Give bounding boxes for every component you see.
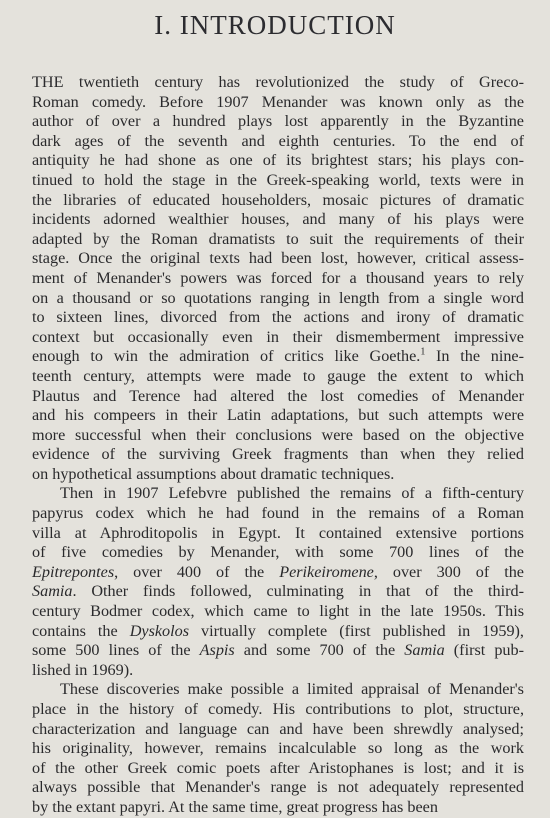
title-italic: Perikeiromene — [279, 562, 374, 581]
text-fragment: virtually complete (first published in 1959), — [189, 621, 524, 640]
title-italic: Samia — [404, 641, 445, 660]
text-line: Then in 1907 Lefebvre published the remains of a fifth-century — [60, 484, 524, 503]
text-line: evidence of the surviving Greek fragments than when they relied — [32, 445, 524, 464]
paragraph-1 — [32, 73, 524, 484]
text-fragment: , over 300 of the — [373, 562, 524, 581]
title-italic: Epitrepontes — [32, 562, 115, 581]
text-line: of five comedies by Menander, with some 700 lines of the — [32, 543, 524, 562]
text-line: Roman comedy. Before 1907 Menander was known only as the — [32, 92, 524, 111]
text-line: lished in 1969). — [32, 660, 134, 679]
text-line: on hypothetical assumptions about dramatic techniques. — [32, 464, 395, 483]
text-fragment: contains the — [32, 621, 130, 640]
text-line — [32, 641, 524, 661]
text-line: to sixteen lines, divorced from the actions and irony of dramatic — [32, 308, 524, 327]
text-line: teenth century, attempts were made to gauge the extent to which — [32, 366, 524, 385]
text-fragment: enough to win the admiration of critics like Goethe. — [32, 347, 421, 366]
text-line: Plautus and Terence had altered the lost comedies of Menander — [32, 386, 524, 405]
text-line: papyrus codex which he had found in the remains of a Roman — [32, 504, 524, 523]
text-fragment: some 500 lines of the — [32, 641, 200, 660]
title-italic: Dyskolos — [129, 621, 190, 640]
text-line: context but occasionally even in their dismemberment impressive — [32, 327, 524, 346]
text-line — [32, 582, 524, 602]
text-line: and his compeers in their Latin adaptations, but such attempts were — [32, 406, 524, 425]
text-line: THE twentieth century has revolutionized the study of Greco- — [32, 73, 524, 91]
text-line: incidents adorned wealthier houses, and many of his plays were — [32, 210, 524, 229]
text-line: the libraries of educated householders, mosaic pictures of dramatic — [32, 190, 524, 209]
text-line: always possible that Menander's range is not adequately represented — [32, 778, 524, 797]
title-italic: Aspis — [199, 641, 235, 660]
text-line: author of over a hundred plays lost apparently in the Byzantine — [32, 112, 524, 131]
text-line — [32, 563, 524, 583]
text-line: stage. Once the original texts had been lost, however, critical assess- — [32, 249, 524, 268]
text-line: his originality, however, remains incalculable so long as the work — [32, 739, 524, 758]
text-fragment: (first pub- — [444, 641, 524, 660]
text-fragment: , over 400 of the — [114, 562, 280, 581]
text-line: These discoveries make possible a limited appraisal of Menander's — [60, 680, 524, 699]
paragraph-3 — [32, 680, 524, 817]
body-text — [32, 73, 524, 818]
text-line: antiquity he had shone as one of its brightest stars; his plays con- — [32, 151, 524, 170]
text-line: characterization and language can and have been shrewdly analysed; — [32, 719, 524, 738]
paragraph-2 — [32, 484, 524, 680]
text-line: dark ages of the seventh and eighth centuries. To the end of — [32, 131, 524, 150]
text-line: more successful when their conclusions were based on the objective — [32, 425, 524, 444]
text-fragment: In the nine- — [425, 347, 524, 366]
text-line: on a thousand or so quotations ranging in length from a single word — [32, 288, 524, 307]
text-line: of the other Greek comic poets after Aristophanes is lost; and it is — [32, 758, 524, 777]
footnote-marker[interactable]: 1 — [420, 346, 426, 358]
text-line: adapted by the Roman dramatists to suit the requirements of their — [32, 229, 524, 248]
text-line-with-footnote — [32, 347, 524, 367]
text-line: place in the history of comedy. His contributions to plot, structure, — [32, 700, 524, 718]
text-fragment: and some 700 of the — [234, 641, 405, 660]
title-italic: Samia — [32, 582, 73, 601]
text-line: tinued to hold the stage in the Greek-speaking world, texts were in — [32, 170, 524, 189]
text-line — [32, 622, 524, 642]
text-line: by the extant papyri. At the same time, great progress has been — [32, 797, 438, 816]
chapter-heading: I. INTRODUCTION — [154, 10, 396, 40]
text-line: century Bodmer codex, which came to light in the late 1950s. This — [32, 602, 524, 621]
text-line: villa at Aphroditopolis in Egypt. It contained extensive portions — [32, 523, 524, 542]
text-line: ment of Menander's powers was forced for a thousand years to rely — [32, 268, 524, 287]
text-fragment: . Other finds followed, culminating in that of the third- — [72, 582, 524, 601]
